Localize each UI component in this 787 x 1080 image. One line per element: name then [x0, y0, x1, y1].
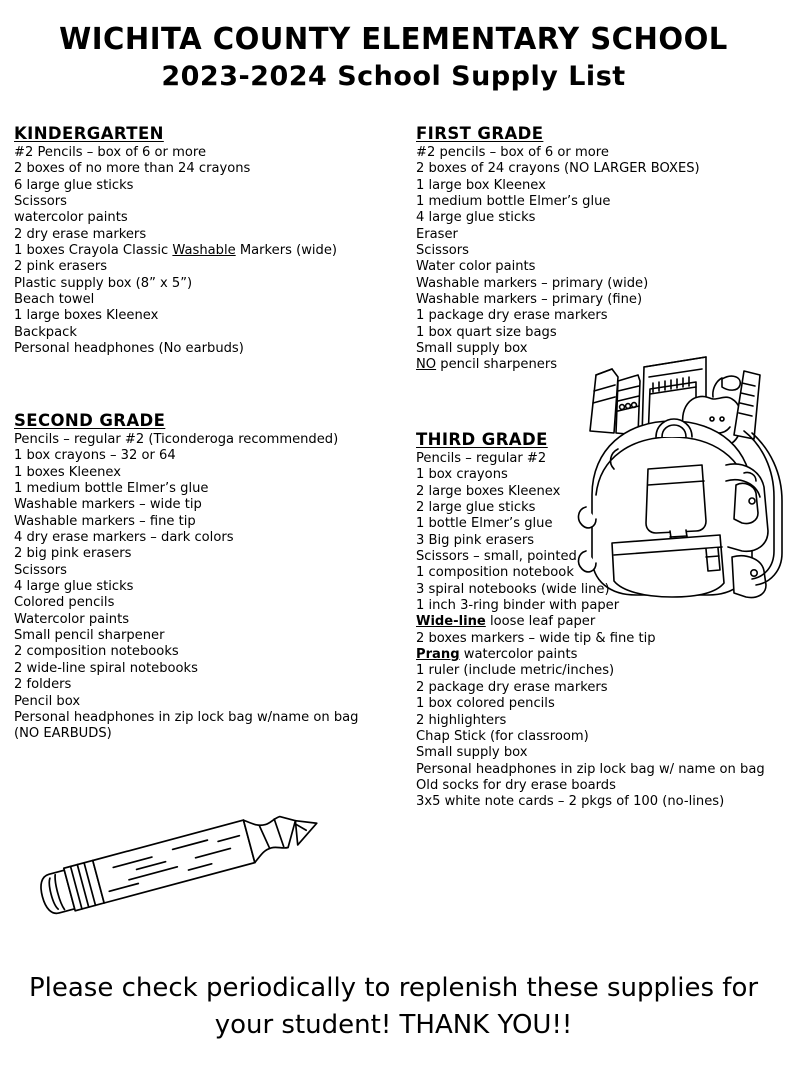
supply-list-title: 2023-2024 School Supply List [161, 61, 626, 92]
list-item: 1 package dry erase markers [416, 308, 608, 324]
list-item: 2 large boxes Kleenex [416, 483, 561, 499]
footer-note: Please check periodically to replenish these supplies for your student! THANK YOU!! [28, 973, 759, 1040]
list-item: #2 Pencils – box of 6 or more [14, 145, 206, 160]
list-item: 3x5 white note cards – 2 pkgs of 100 (no-lines) [416, 794, 725, 810]
list-item: Wide-line loose leaf paper [416, 614, 596, 630]
second-grade-heading: SECOND GRADE [14, 411, 166, 430]
list-item: NO pencil sharpeners [416, 357, 558, 373]
list-item: Small supply box [416, 745, 528, 761]
list-item: 3 spiral notebooks (wide line) [416, 581, 610, 597]
document-header [0, 22, 787, 94]
list-item: Water color paints [416, 259, 536, 275]
list-item: 2 folders [14, 677, 72, 693]
list-item: Personal headphones in zip lock bag w/ name on bag [416, 761, 765, 777]
list-item: 2 package dry erase markers [416, 679, 608, 695]
third-grade-supply-list [416, 451, 787, 811]
third-grade-heading: THIRD GRADE [416, 430, 548, 449]
first-grade-heading: FIRST GRADE [416, 124, 544, 143]
list-item: 3 Big pink erasers [416, 532, 535, 548]
list-item: 1 boxes Kleenex [14, 464, 122, 480]
list-item: 1 medium bottle Elmer’s glue [416, 194, 611, 210]
list-item: Old socks for dry erase boards [416, 777, 616, 793]
list-item: 2 boxes of 24 crayons (NO LARGER BOXES) [416, 161, 700, 177]
list-item: 1 bottle Elmer’s glue [416, 516, 553, 532]
list-item: 1 large box Kleenex [416, 177, 546, 193]
list-item: 1 ruler (include metric/inches) [416, 663, 615, 679]
section-kindergarten [14, 124, 404, 357]
kindergarten-heading: KINDERGARTEN [14, 124, 164, 143]
list-item: 2 boxes markers – wide tip & fine tip [416, 630, 656, 646]
list-item: Backpack [14, 324, 77, 340]
list-item: Scissors – small, pointed [416, 549, 577, 565]
list-item: 2 highlighters [416, 712, 507, 728]
list-item: #2 pencils – box of 6 or more [416, 145, 609, 160]
list-item: 4 dry erase markers – dark colors [14, 530, 234, 546]
list-item: 2 boxes of no more than 24 crayons [14, 161, 251, 177]
list-item: Eraser [416, 226, 458, 242]
list-item: 2 big pink erasers [14, 546, 132, 562]
list-item: 1 boxes Crayola Classic Washable Markers (wide) [14, 243, 338, 259]
list-item: Washable markers – fine tip [14, 513, 196, 529]
emphasis-wide-line: Wide-line [416, 614, 486, 630]
list-item: 2 composition notebooks [14, 644, 179, 660]
list-item: Personal headphones in zip lock bag w/name on bag [14, 709, 359, 725]
list-item: Washable markers – wide tip [14, 497, 202, 513]
list-item: 1 medium bottle Elmer’s glue [14, 481, 209, 497]
list-item: 1 inch 3-ring binder with paper [416, 598, 620, 614]
list-item: Pencils – regular #2 [416, 451, 547, 466]
list-item: 1 large boxes Kleenex [14, 308, 159, 324]
emphasis-no: NO [416, 357, 437, 373]
list-item: Washable markers – primary (wide) [416, 275, 649, 291]
list-item: 4 large glue sticks [14, 579, 134, 595]
list-item: Watercolor paints [14, 611, 130, 627]
pencil-icon [26, 805, 326, 920]
list-item: Personal headphones (No earbuds) [14, 341, 244, 357]
list-item: Small supply box [416, 341, 528, 357]
list-item: Pencil box [14, 693, 81, 709]
list-item: 1 box crayons – 32 or 64 [14, 448, 176, 464]
list-item: 6 large glue sticks [14, 177, 134, 193]
list-item: 2 wide-line spiral notebooks [14, 660, 198, 676]
list-item: 2 dry erase markers [14, 226, 147, 242]
list-item: Prang watercolor paints [416, 647, 578, 663]
emphasis-washable: Washable [172, 243, 236, 259]
school-name-title: WICHITA COUNTY ELEMENTARY SCHOOL [59, 22, 728, 57]
list-item: 1 box quart size bags [416, 324, 557, 340]
kindergarten-supply-list [14, 145, 404, 357]
list-item: Chap Stick (for classroom) [416, 728, 589, 744]
list-item: 1 box colored pencils [416, 696, 555, 712]
list-item: Scissors [416, 243, 470, 259]
list-item: 4 large glue sticks [416, 210, 536, 226]
list-item: 2 large glue sticks [416, 500, 536, 516]
list-item: 1 composition notebook [416, 565, 574, 581]
list-item: Scissors [14, 194, 68, 210]
list-item: Plastic supply box (8” x 5”) [14, 275, 193, 291]
list-item: Pencils – regular #2 (Ticonderoga recommended) [14, 432, 339, 447]
section-second-grade [14, 411, 404, 743]
first-grade-supply-list [416, 145, 787, 374]
list-item: Scissors [14, 562, 68, 578]
list-item: 2 pink erasers [14, 259, 108, 275]
list-item: Washable markers – primary (fine) [416, 292, 643, 308]
emphasis-prang: Prang [416, 647, 460, 663]
list-item: (NO EARBUDS) [14, 726, 112, 742]
second-grade-supply-list [14, 432, 404, 743]
list-item: Small pencil sharpener [14, 628, 165, 644]
list-item: Beach towel [14, 292, 95, 308]
section-third-grade [416, 430, 787, 811]
list-item: watercolor paints [14, 210, 128, 226]
list-item: 1 box crayons [416, 467, 508, 483]
list-item: Colored pencils [14, 595, 115, 611]
section-first-grade [416, 124, 787, 374]
